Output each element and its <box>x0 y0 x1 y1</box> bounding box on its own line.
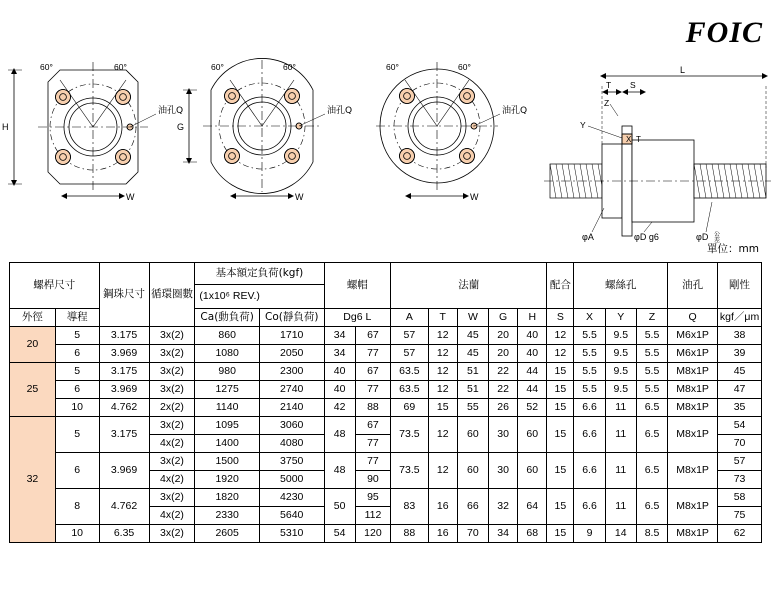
svg-text:60°: 60° <box>211 62 224 72</box>
cell-ca: 2330 <box>195 507 260 525</box>
svg-text:X: X <box>626 135 632 144</box>
svg-text:W: W <box>470 192 479 202</box>
header-Z: Z <box>636 309 667 327</box>
cell-Z: 6.5 <box>636 399 667 417</box>
svg-text:Z: Z <box>604 98 610 108</box>
header-ball-size: 鋼珠尺寸 <box>99 263 149 327</box>
cell-rig: 47 <box>718 381 762 399</box>
svg-text:油孔Q: 油孔Q <box>502 106 528 116</box>
cell-W: 45 <box>457 345 488 363</box>
cell-X: 5.5 <box>574 381 605 399</box>
size-cell: 20 <box>10 327 56 363</box>
cell-ca: 1275 <box>195 381 260 399</box>
cell-W: 60 <box>457 453 488 489</box>
svg-text:油孔Q: 油孔Q <box>327 106 353 116</box>
svg-text:60°: 60° <box>40 62 53 72</box>
svg-text:W: W <box>295 192 304 202</box>
cell-G: 22 <box>489 381 518 399</box>
header-lead: 導程 <box>55 309 99 327</box>
svg-text:φD g6: φD g6 <box>634 232 659 242</box>
cell-X: 6.6 <box>574 489 605 525</box>
cell-A: 57 <box>391 327 428 345</box>
cell-dg: 48 <box>324 453 355 489</box>
size-cell: 32 <box>10 417 56 543</box>
svg-text:60°: 60° <box>386 62 399 72</box>
svg-text:φA: φA <box>582 232 594 242</box>
specification-table <box>9 262 762 543</box>
cell-X: 6.6 <box>574 399 605 417</box>
cell-ball: 4.762 <box>99 489 149 525</box>
cell-Y: 11 <box>605 399 636 417</box>
cell-dg: 34 <box>324 327 355 345</box>
cell-Y: 9.5 <box>605 363 636 381</box>
cell-T: 12 <box>428 327 457 345</box>
header-S: S <box>547 309 574 327</box>
cell-rig: 54 <box>718 417 762 435</box>
cell-rig: 73 <box>718 471 762 489</box>
header-T: T <box>428 309 457 327</box>
cell-S: 15 <box>547 489 574 525</box>
header-load: 基本額定負荷(kgf) <box>195 263 324 285</box>
cell-lead: 6 <box>55 345 99 363</box>
table-row <box>10 525 762 543</box>
cell-Z: 6.5 <box>636 417 667 453</box>
cell-l: 67 <box>355 417 390 435</box>
cell-dg: 42 <box>324 399 355 417</box>
cell-H: 68 <box>518 525 547 543</box>
cell-co: 3060 <box>259 417 324 435</box>
cell-co: 2140 <box>259 399 324 417</box>
size-cell: 25 <box>10 363 56 417</box>
technical-drawings <box>0 44 771 244</box>
cell-G: 26 <box>489 399 518 417</box>
header-fit: 配合 <box>547 263 574 309</box>
svg-text:G: G <box>177 122 185 132</box>
cell-rig: 70 <box>718 435 762 453</box>
cell-A: 73.5 <box>391 417 428 453</box>
header-W: W <box>457 309 488 327</box>
cell-G: 30 <box>489 453 518 489</box>
cell-H: 40 <box>518 345 547 363</box>
cell-dg: 48 <box>324 417 355 453</box>
cell-Q: M6x1P <box>668 345 718 363</box>
cell-ca: 1920 <box>195 471 260 489</box>
header-ca: Ca(動負荷) <box>195 309 260 327</box>
cell-H: 40 <box>518 327 547 345</box>
svg-text:L: L <box>680 65 686 75</box>
table-row <box>10 363 762 381</box>
cell-H: 44 <box>518 363 547 381</box>
cell-lead: 10 <box>55 399 99 417</box>
cell-ball: 4.762 <box>99 399 149 417</box>
cell-Y: 11 <box>605 489 636 525</box>
cell-l: 77 <box>355 345 390 363</box>
cell-W: 51 <box>457 381 488 399</box>
cell-S: 12 <box>547 345 574 363</box>
cell-co: 2050 <box>259 345 324 363</box>
cell-ball: 3.175 <box>99 417 149 453</box>
cell-Y: 9.5 <box>605 327 636 345</box>
cell-rig: 58 <box>718 489 762 507</box>
table-row <box>10 399 762 417</box>
header-flange: 法蘭 <box>391 263 547 309</box>
cell-co: 1710 <box>259 327 324 345</box>
cell-l: 77 <box>355 381 390 399</box>
cell-Q: M8x1P <box>668 363 718 381</box>
svg-text:T: T <box>636 135 641 144</box>
cell-dg: 54 <box>324 525 355 543</box>
cell-X: 5.5 <box>574 345 605 363</box>
cell-S: 15 <box>547 381 574 399</box>
header-screw-hole: 螺絲孔 <box>574 263 668 309</box>
cell-X: 6.6 <box>574 453 605 489</box>
cell-ball: 6.35 <box>99 525 149 543</box>
cell-circ: 3x(2) <box>149 417 195 435</box>
cell-ca: 1820 <box>195 489 260 507</box>
header-X: X <box>574 309 605 327</box>
cell-T: 12 <box>428 417 457 453</box>
cell-circ: 3x(2) <box>149 489 195 507</box>
cell-circ: 3x(2) <box>149 381 195 399</box>
cell-l: 77 <box>355 435 390 453</box>
cell-dg: 34 <box>324 345 355 363</box>
cell-H: 44 <box>518 381 547 399</box>
cell-co: 2300 <box>259 363 324 381</box>
table-row <box>10 345 762 363</box>
header-oil-hole: 油孔 <box>668 263 718 309</box>
cell-co: 5000 <box>259 471 324 489</box>
cell-lead: 6 <box>55 381 99 399</box>
cell-X: 5.5 <box>574 363 605 381</box>
cell-Y: 11 <box>605 453 636 489</box>
svg-text:T: T <box>606 80 612 90</box>
cell-T: 15 <box>428 399 457 417</box>
cell-Q: M8x1P <box>668 525 718 543</box>
svg-text:W: W <box>126 192 135 202</box>
cell-lead: 5 <box>55 363 99 381</box>
cell-A: 83 <box>391 489 428 525</box>
cell-Z: 5.5 <box>636 381 667 399</box>
cell-circ: 3x(2) <box>149 453 195 471</box>
cell-G: 34 <box>489 525 518 543</box>
svg-text:60°: 60° <box>283 62 296 72</box>
cell-l: 88 <box>355 399 390 417</box>
cell-T: 12 <box>428 363 457 381</box>
cell-lead: 5 <box>55 327 99 345</box>
cell-co: 2740 <box>259 381 324 399</box>
cell-Y: 11 <box>605 417 636 453</box>
cell-X: 5.5 <box>574 327 605 345</box>
cell-G: 22 <box>489 363 518 381</box>
cell-W: 66 <box>457 489 488 525</box>
header-H: H <box>518 309 547 327</box>
header-rigidity: 剛性 <box>718 263 762 309</box>
cell-rig: 62 <box>718 525 762 543</box>
cell-ca: 1080 <box>195 345 260 363</box>
svg-text:H: H <box>2 122 9 132</box>
cell-circ: 3x(2) <box>149 327 195 345</box>
cell-l: 67 <box>355 327 390 345</box>
cell-ca: 1400 <box>195 435 260 453</box>
table-header-row-1 <box>10 263 762 285</box>
cell-A: 63.5 <box>391 363 428 381</box>
cell-co: 5310 <box>259 525 324 543</box>
cell-Q: M8x1P <box>668 489 718 525</box>
cell-S: 15 <box>547 399 574 417</box>
header-Y: Y <box>605 309 636 327</box>
cell-ca: 1140 <box>195 399 260 417</box>
cell-S: 15 <box>547 417 574 453</box>
cell-H: 52 <box>518 399 547 417</box>
cell-circ: 3x(2) <box>149 363 195 381</box>
header-nut: 螺帽 <box>324 263 391 309</box>
cell-ball: 3.969 <box>99 381 149 399</box>
cell-T: 16 <box>428 489 457 525</box>
cell-G: 20 <box>489 327 518 345</box>
header-rigidity-unit: kgf／μm <box>718 309 762 327</box>
cell-l: 120 <box>355 525 390 543</box>
cell-circ: 2x(2) <box>149 399 195 417</box>
cell-ca: 980 <box>195 363 260 381</box>
cell-circ: 3x(2) <box>149 525 195 543</box>
svg-text:油孔Q: 油孔Q <box>158 106 184 116</box>
cell-X: 9 <box>574 525 605 543</box>
cell-Y: 9.5 <box>605 381 636 399</box>
header-outer-dia: 外徑 <box>10 309 56 327</box>
cell-circ: 3x(2) <box>149 345 195 363</box>
brand-logo: FOIC <box>685 16 763 49</box>
cell-circ: 4x(2) <box>149 435 195 453</box>
cell-X: 6.6 <box>574 417 605 453</box>
cell-co: 4080 <box>259 435 324 453</box>
cell-W: 45 <box>457 327 488 345</box>
cell-ball: 3.969 <box>99 345 149 363</box>
cell-dg: 50 <box>324 489 355 525</box>
cell-Q: M8x1P <box>668 417 718 453</box>
cell-ca: 1095 <box>195 417 260 435</box>
cell-rig: 38 <box>718 327 762 345</box>
cell-A: 57 <box>391 345 428 363</box>
cell-T: 16 <box>428 525 457 543</box>
svg-text:φD: φD <box>696 232 709 242</box>
cell-l: 112 <box>355 507 390 525</box>
cell-ca: 860 <box>195 327 260 345</box>
header-circuits: 循環圈數 <box>149 263 195 327</box>
cell-A: 69 <box>391 399 428 417</box>
cell-W: 70 <box>457 525 488 543</box>
cell-T: 12 <box>428 453 457 489</box>
cell-lead: 10 <box>55 525 99 543</box>
cell-ball: 3.175 <box>99 327 149 345</box>
cell-circ: 4x(2) <box>149 471 195 489</box>
cell-l: 77 <box>355 453 390 471</box>
svg-text:60°: 60° <box>114 62 127 72</box>
cell-Z: 8.5 <box>636 525 667 543</box>
table-row <box>10 327 762 345</box>
table-row <box>10 453 762 471</box>
cell-Q: M8x1P <box>668 381 718 399</box>
cell-Q: M6x1P <box>668 327 718 345</box>
cell-rig: 39 <box>718 345 762 363</box>
cell-Z: 6.5 <box>636 489 667 525</box>
svg-text:S: S <box>630 80 636 90</box>
cell-W: 51 <box>457 363 488 381</box>
cell-W: 60 <box>457 417 488 453</box>
cell-dg: 40 <box>324 363 355 381</box>
cell-S: 12 <box>547 327 574 345</box>
cell-co: 5640 <box>259 507 324 525</box>
cell-ca: 2605 <box>195 525 260 543</box>
header-A: A <box>391 309 428 327</box>
cell-Q: M8x1P <box>668 399 718 417</box>
header-load-sub: (1x10⁶ REV.) <box>195 285 324 309</box>
unit-note: 單位：mm <box>707 243 759 255</box>
cell-rig: 45 <box>718 363 762 381</box>
cell-H: 60 <box>518 453 547 489</box>
header-Q: Q <box>668 309 718 327</box>
svg-text:差: 差 <box>714 237 721 244</box>
cell-S: 15 <box>547 453 574 489</box>
table-row <box>10 489 762 507</box>
table-row <box>10 417 762 435</box>
cell-A: 88 <box>391 525 428 543</box>
cell-lead: 5 <box>55 417 99 453</box>
cell-ball: 3.175 <box>99 363 149 381</box>
cell-G: 20 <box>489 345 518 363</box>
cell-co: 4230 <box>259 489 324 507</box>
cell-Z: 5.5 <box>636 363 667 381</box>
header-dg6-l: Dg6 L <box>324 309 391 327</box>
cell-T: 12 <box>428 345 457 363</box>
cell-rig: 57 <box>718 453 762 471</box>
cell-ca: 1500 <box>195 453 260 471</box>
cell-T: 12 <box>428 381 457 399</box>
cell-G: 32 <box>489 489 518 525</box>
table-row <box>10 381 762 399</box>
cell-lead: 8 <box>55 489 99 525</box>
header-G: G <box>489 309 518 327</box>
header-co: Co(靜負荷) <box>259 309 324 327</box>
cell-A: 73.5 <box>391 453 428 489</box>
svg-text:公: 公 <box>714 231 721 238</box>
cell-Z: 5.5 <box>636 327 667 345</box>
drawing-svg <box>0 44 771 244</box>
cell-l: 95 <box>355 489 390 507</box>
cell-S: 15 <box>547 525 574 543</box>
cell-A: 63.5 <box>391 381 428 399</box>
cell-l: 67 <box>355 363 390 381</box>
svg-text:Y: Y <box>580 120 586 130</box>
cell-rig: 35 <box>718 399 762 417</box>
cell-S: 15 <box>547 363 574 381</box>
cell-lead: 6 <box>55 453 99 489</box>
header-screw-size: 螺桿尺寸 <box>10 263 100 309</box>
cell-dg: 40 <box>324 381 355 399</box>
cell-circ: 4x(2) <box>149 507 195 525</box>
cell-Q: M8x1P <box>668 453 718 489</box>
cell-Y: 14 <box>605 525 636 543</box>
cell-rig: 75 <box>718 507 762 525</box>
cell-l: 90 <box>355 471 390 489</box>
cell-Y: 9.5 <box>605 345 636 363</box>
cell-ball: 3.969 <box>99 453 149 489</box>
cell-Z: 6.5 <box>636 453 667 489</box>
svg-text:60°: 60° <box>458 62 471 72</box>
cell-Z: 5.5 <box>636 345 667 363</box>
cell-H: 60 <box>518 417 547 453</box>
cell-co: 3750 <box>259 453 324 471</box>
cell-H: 64 <box>518 489 547 525</box>
cell-W: 55 <box>457 399 488 417</box>
cell-G: 30 <box>489 417 518 453</box>
